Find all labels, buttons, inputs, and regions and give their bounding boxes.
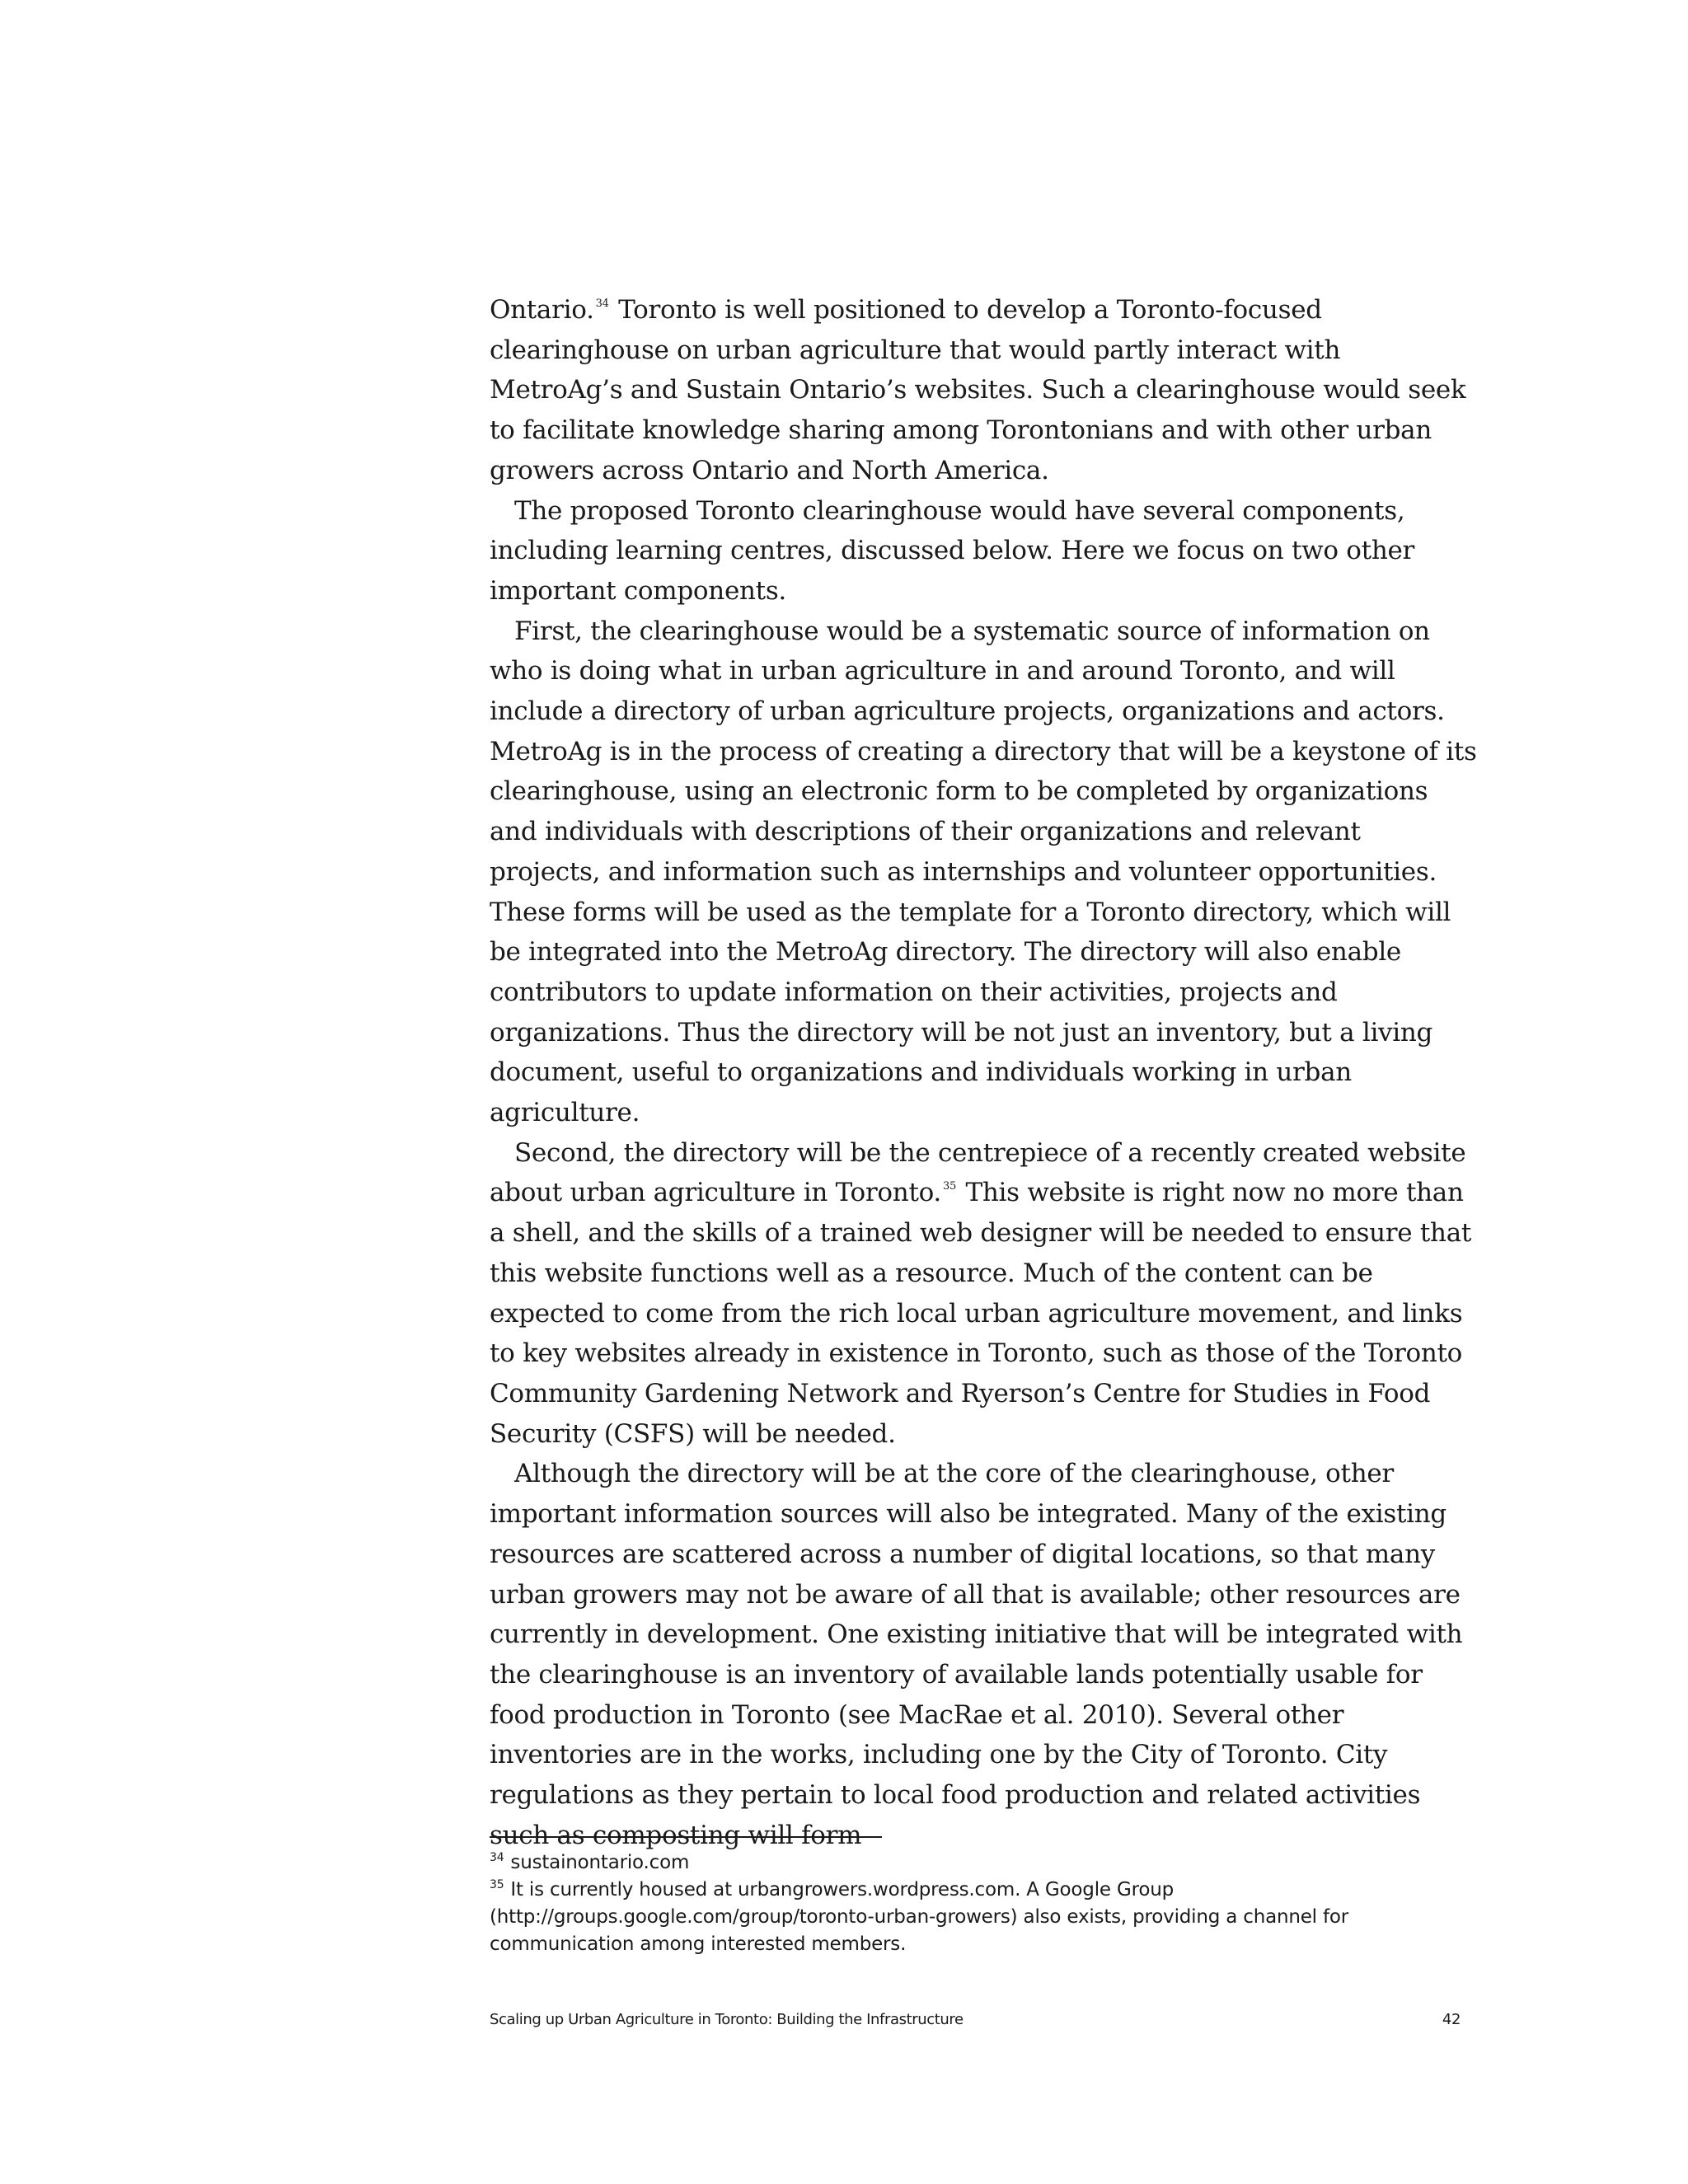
- footnotes: [490, 1849, 1462, 1958]
- paragraph-4: [490, 1133, 1479, 1455]
- footnote-35: [490, 1877, 1462, 1958]
- paragraph-2: The proposed Toronto clearinghouse would have several components, including learning centres, discussed below. Here we focus on two other important components.: [490, 495, 1415, 606]
- footer-title: Scaling up Urban Agriculture in Toronto: Building the Infrastructure: [490, 2011, 964, 2028]
- body-text: [490, 290, 1479, 1855]
- footnote-ref-34[interactable]: 34: [595, 298, 609, 310]
- paragraph-4-after: This website is right now no more than a shell, and the skills of a trained web designer will be needed to ensure that this website functions well as a resource. Much of the content can be expected to come from the rich local urban agriculture movement, and links to key websites already in existence in Toronto, such as those of the Toronto Community Gardening Network and Ryerson’s Centre for Studies in Food Security (CSFS) will be needed.: [490, 1178, 1472, 1449]
- footnote-number: 35: [490, 1878, 504, 1891]
- paragraph-1-after: Toronto is well positioned to develop a Toronto-focused clearinghouse on urban agriculture that would partly interact with MetroAg’s and Sustain Ontario’s websites. Such a clearinghouse would seek to facilitate knowledge sharing among Torontonians and with other urban growers across Ontario and North America.: [490, 295, 1466, 485]
- paragraph-1: [490, 290, 1479, 491]
- running-footer: [490, 2011, 1462, 2028]
- paragraph-5: Although the directory will be at the core of the clearinghouse, other important information sources will also be integrated. Many of the existing resources are scattered across a number of digital locations, so that many urban growers may not be aware of all that is available; other resources are currently in development. One existing initiative that will be integrated with the clearinghouse is an inventory of available lands potentially usable for food production in Toronto (see MacRae et al. 2010). Several other inventories are in the works, including one by the City of Toronto. City regulations as they pertain to local food production and related activities such as composting will form: [490, 1459, 1463, 1850]
- footnote-text: sustainontario.com: [510, 1852, 690, 1873]
- footnote-text: It is currently housed at urbangrowers.wordpress.com. A Google Group (http://groups.google.com/group/toronto-urban-growers) also exists, providing a channel for communication among interested members.: [490, 1879, 1349, 1955]
- paragraph-3: First, the clearinghouse would be a systematic source of information on who is doing what in urban agriculture in and around Toronto, and will include a directory of urban agriculture projects, organizations and actors. MetroAg is in the process of creating a directory that will be a keystone of its clearinghouse, using an electronic form to be completed by organizations and individuals with descriptions of their organizations and relevant projects, and information such as internships and volunteer opportunities. These forms will be used as the template for a Toronto directory, which will be integrated into the MetroAg directory. The directory will also enable contributors to update information on their activities, projects and organizations. Thus the directory will be not just an inventory, but a living document, useful to organizations and individuals working in urban agriculture.: [490, 616, 1477, 1128]
- footnote-ref-35[interactable]: 35: [943, 1180, 956, 1193]
- footnote-divider: [490, 1836, 882, 1838]
- page-number: 42: [1442, 2011, 1461, 2028]
- footnote-34: [490, 1849, 1462, 1877]
- footnote-number: 34: [490, 1851, 504, 1864]
- paragraph-1-before: Ontario.: [490, 295, 594, 325]
- paragraph-4-before: Second, the directory will be the centrepiece of a recently created website about urban agriculture in Toronto.: [490, 1137, 1466, 1208]
